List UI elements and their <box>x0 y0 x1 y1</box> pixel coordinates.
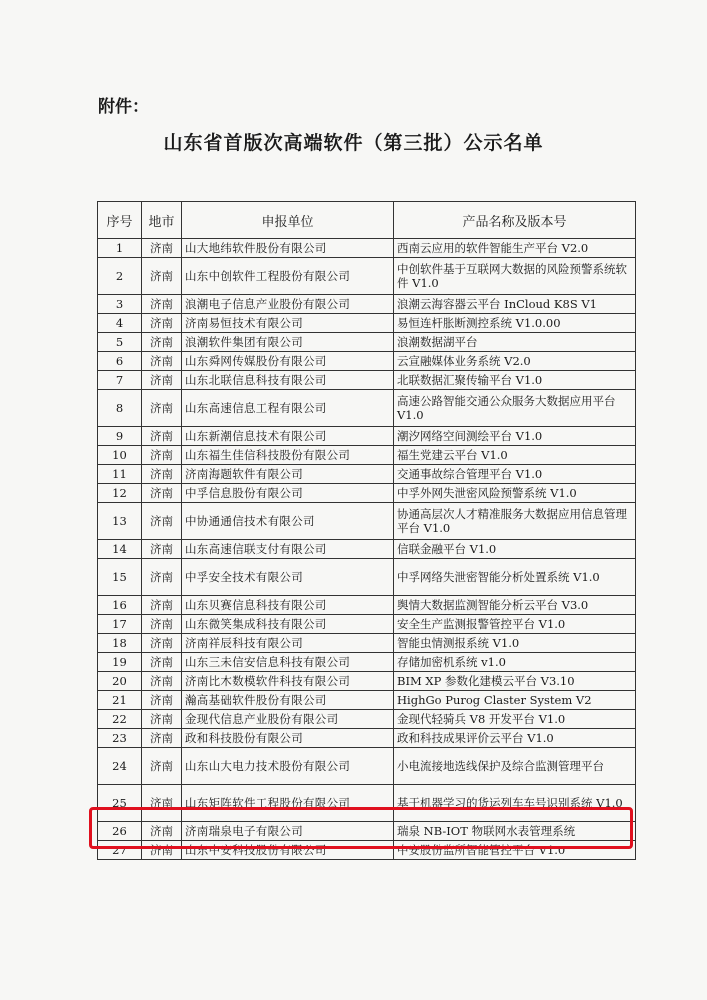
highlight-row-25 <box>89 807 633 849</box>
row-city: 济南 <box>142 634 182 653</box>
row-number: 23 <box>98 729 142 748</box>
row-unit: 瀚高基础软件股份有限公司 <box>182 691 394 710</box>
header-no: 序号 <box>98 202 142 239</box>
row-unit: 山东微笑集成科技有限公司 <box>182 615 394 634</box>
row-number: 2 <box>98 258 142 295</box>
row-unit: 山东福生佳信科技股份有限公司 <box>182 446 394 465</box>
row-unit: 山东北联信息科技有限公司 <box>182 371 394 390</box>
row-number: 9 <box>98 427 142 446</box>
row-number: 13 <box>98 503 142 540</box>
table-row <box>98 748 636 785</box>
row-unit: 山东高速信联支付有限公司 <box>182 540 394 559</box>
row-number: 19 <box>98 653 142 672</box>
row-city: 济南 <box>142 295 182 314</box>
row-city: 济南 <box>142 822 182 841</box>
row-number: 4 <box>98 314 142 333</box>
row-unit: 山东山大电力技术股份有限公司 <box>182 748 394 785</box>
row-number: 12 <box>98 484 142 503</box>
row-product: 安全生产监测报警管控平台 V1.0 <box>394 615 636 634</box>
row-number: 3 <box>98 295 142 314</box>
row-city: 济南 <box>142 540 182 559</box>
row-number: 27 <box>98 841 142 860</box>
row-number: 10 <box>98 446 142 465</box>
row-product: 瑞泉 NB-IOT 物联网水表管理系统 <box>394 822 636 841</box>
row-product: 交通事故综合管理平台 V1.0 <box>394 465 636 484</box>
company-list-table <box>97 201 636 860</box>
row-city: 济南 <box>142 691 182 710</box>
row-product: 信联金融平台 V1.0 <box>394 540 636 559</box>
row-product: 高速公路智能交通公众服务大数据应用平台 V1.0 <box>394 390 636 427</box>
table-row <box>98 314 636 333</box>
row-city: 济南 <box>142 446 182 465</box>
document-title: 山东省首版次高端软件（第三批）公示名单 <box>163 132 544 154</box>
row-number: 6 <box>98 352 142 371</box>
table-row <box>98 446 636 465</box>
row-city: 济南 <box>142 653 182 672</box>
table-row <box>98 710 636 729</box>
table-row <box>98 371 636 390</box>
row-number: 5 <box>98 333 142 352</box>
row-unit: 山东新潮信息技术有限公司 <box>182 427 394 446</box>
row-city: 济南 <box>142 559 182 596</box>
table-row <box>98 540 636 559</box>
table-row <box>98 390 636 427</box>
row-number: 15 <box>98 559 142 596</box>
table-row <box>98 729 636 748</box>
row-unit: 山大地纬软件股份有限公司 <box>182 239 394 258</box>
row-unit: 济南易恒技术有限公司 <box>182 314 394 333</box>
row-city: 济南 <box>142 333 182 352</box>
table-row <box>98 596 636 615</box>
table-row <box>98 465 636 484</box>
row-city: 济南 <box>142 314 182 333</box>
row-city: 济南 <box>142 841 182 860</box>
row-number: 8 <box>98 390 142 427</box>
row-city: 济南 <box>142 615 182 634</box>
row-number: 24 <box>98 748 142 785</box>
row-unit: 济南祥辰科技有限公司 <box>182 634 394 653</box>
row-product: 小电流接地选线保护及综合监测管理平台 <box>394 748 636 785</box>
row-city: 济南 <box>142 672 182 691</box>
table-row <box>98 352 636 371</box>
row-unit: 山东高速信息工程有限公司 <box>182 390 394 427</box>
row-number: 7 <box>98 371 142 390</box>
row-city: 济南 <box>142 258 182 295</box>
table-row <box>98 653 636 672</box>
row-city: 济南 <box>142 748 182 785</box>
table-row <box>98 295 636 314</box>
table-row <box>98 672 636 691</box>
row-unit: 政和科技股份有限公司 <box>182 729 394 748</box>
row-product: BIM XP 参数化建模云平台 V3.10 <box>394 672 636 691</box>
row-product: 存储加密机系统 v1.0 <box>394 653 636 672</box>
row-number: 20 <box>98 672 142 691</box>
row-product: 基于机器学习的货运列车车号识别系统 V1.0 <box>394 785 636 822</box>
row-unit: 中协通通信技术有限公司 <box>182 503 394 540</box>
table-row <box>98 484 636 503</box>
row-city: 济南 <box>142 465 182 484</box>
table-row <box>98 427 636 446</box>
row-number: 18 <box>98 634 142 653</box>
row-number: 25 <box>98 785 142 822</box>
row-city: 济南 <box>142 785 182 822</box>
row-product: 舆情大数据监测智能分析云平台 V3.0 <box>394 596 636 615</box>
row-number: 26 <box>98 822 142 841</box>
row-product: 潮汐网络空间测绘平台 V1.0 <box>394 427 636 446</box>
row-unit: 山东贝赛信息科技有限公司 <box>182 596 394 615</box>
row-product: 中安股份监所智能管控平台 V1.0 <box>394 841 636 860</box>
row-unit: 浪潮电子信息产业股份有限公司 <box>182 295 394 314</box>
row-city: 济南 <box>142 484 182 503</box>
row-product: 金现代轻骑兵 V8 开发平台 V1.0 <box>394 710 636 729</box>
row-number: 21 <box>98 691 142 710</box>
row-unit: 中孚信息股份有限公司 <box>182 484 394 503</box>
row-city: 济南 <box>142 710 182 729</box>
table-row <box>98 634 636 653</box>
table-row <box>98 691 636 710</box>
row-product: 协通高层次人才精准服务大数据应用信息管理平台 V1.0 <box>394 503 636 540</box>
row-unit: 山东矩阵软件工程股份有限公司 <box>182 785 394 822</box>
row-city: 济南 <box>142 239 182 258</box>
row-product: 福生党建云平台 V1.0 <box>394 446 636 465</box>
row-city: 济南 <box>142 390 182 427</box>
attachment-label: 附件： <box>98 97 149 117</box>
row-product: 西南云应用的软件智能生产平台 V2.0 <box>394 239 636 258</box>
row-unit: 济南比木数模软件科技有限公司 <box>182 672 394 691</box>
table-row <box>98 258 636 295</box>
row-product: 云宣融媒体业务系统 V2.0 <box>394 352 636 371</box>
row-city: 济南 <box>142 503 182 540</box>
row-number: 16 <box>98 596 142 615</box>
row-product: 浪潮云海容器云平台 InCloud K8S V1 <box>394 295 636 314</box>
row-product: 智能虫情测报系统 V1.0 <box>394 634 636 653</box>
header-product: 产品名称及版本号 <box>394 202 636 239</box>
row-product: 浪潮数据湖平台 <box>394 333 636 352</box>
row-city: 济南 <box>142 729 182 748</box>
row-city: 济南 <box>142 596 182 615</box>
row-unit: 济南瑞泉电子有限公司 <box>182 822 394 841</box>
row-product: 北联数据汇聚传输平台 V1.0 <box>394 371 636 390</box>
table-row <box>98 559 636 596</box>
table-row <box>98 333 636 352</box>
row-city: 济南 <box>142 352 182 371</box>
row-number: 22 <box>98 710 142 729</box>
row-product: 中孚外网失泄密风险预警系统 V1.0 <box>394 484 636 503</box>
row-product: 易恒连杆胀断测控系统 V1.0.00 <box>394 314 636 333</box>
table-row <box>98 615 636 634</box>
row-unit: 山东中安科技股份有限公司 <box>182 841 394 860</box>
row-city: 济南 <box>142 371 182 390</box>
row-number: 1 <box>98 239 142 258</box>
row-unit: 山东中创软件工程股份有限公司 <box>182 258 394 295</box>
row-number: 17 <box>98 615 142 634</box>
row-unit: 金现代信息产业股份有限公司 <box>182 710 394 729</box>
table-body <box>98 239 636 860</box>
table-header-row <box>98 202 636 239</box>
row-number: 11 <box>98 465 142 484</box>
table-row <box>98 503 636 540</box>
table-row <box>98 239 636 258</box>
row-product: HighGo Purog Claster System V2 <box>394 691 636 710</box>
row-unit: 山东三未信安信息科技有限公司 <box>182 653 394 672</box>
row-number: 14 <box>98 540 142 559</box>
row-city: 济南 <box>142 427 182 446</box>
row-product: 中孚网络失泄密智能分析处置系统 V1.0 <box>394 559 636 596</box>
header-unit: 申报单位 <box>182 202 394 239</box>
row-unit: 山东舜网传媒股份有限公司 <box>182 352 394 371</box>
row-product: 政和科技成果评价云平台 V1.0 <box>394 729 636 748</box>
header-city: 地市 <box>142 202 182 239</box>
row-unit: 中孚安全技术有限公司 <box>182 559 394 596</box>
row-product: 中创软件基于互联网大数据的风险预警系统软件 V1.0 <box>394 258 636 295</box>
row-unit: 济南海题软件有限公司 <box>182 465 394 484</box>
row-unit: 浪潮软件集团有限公司 <box>182 333 394 352</box>
